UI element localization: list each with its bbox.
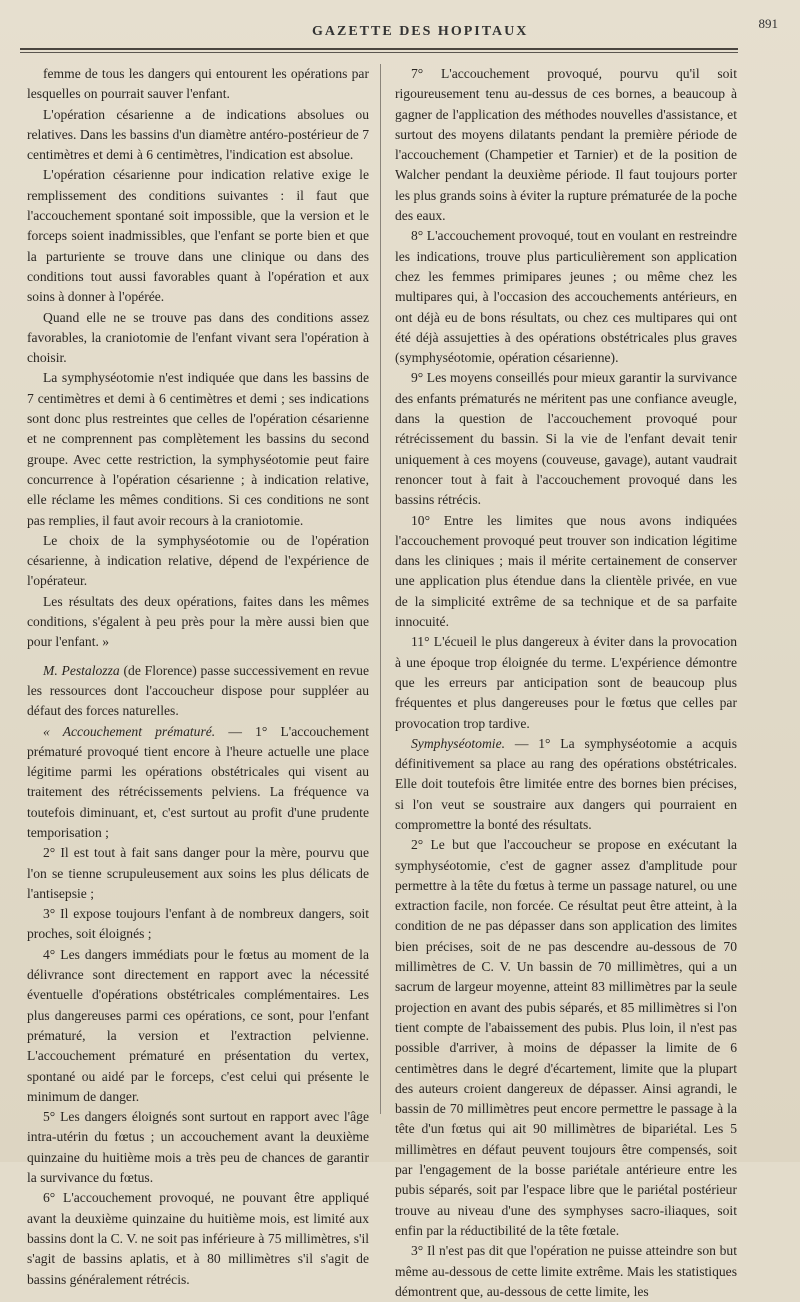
paragraph-text: 2° Il est tout à fait sans danger pour la mère, pourvu que l'on se tienne scrupuleusement aux soins les plus délicats de l'antisepsie ;	[27, 845, 369, 901]
paragraph-lead: M. Pestalozza	[43, 662, 120, 678]
paragraph-text: 5° Les dangers éloignés sont surtout en rapport avec l'âge intra-utérin du fœtus ; un accouchement avant la deuxième quinzaine du huitième mois a très peu de chances de garantir la survivance du fœtus.	[27, 1109, 369, 1186]
left-column	[27, 64, 369, 1290]
paragraph-text: 2° Le but que l'accoucheur se propose en exécutant la symphyséotomie, c'est de gagner assez d'amplitude pour permettre à la tête du fœtus à terme un passage naturel, ou une extraction facile, non forcée. Ce résultat peut être atteint, à la condition de ne pas dépasser dans son application des limites bien précises, soit de ne pas descendre au-dessous de 70 millimètres de C. V. Un bassin de 70 millimètres, qui a un sacrum de largeur moyenne, atteint 83 millimètres par la seule projection en avant des pubis séparés, et 85 millimètres si l'on tient compte de l'abaissement des pubis. Plus loin, il n'est pas possible d'arriver, à moins de dépasser la limite de 6 centimètres dans le degré d'écartement, limite que la plupart des auteurs croient dangereux de dépasser. Ainsi agrandi, le bassin de 70 millimètres peut encore permettre le passage à la tête d'un fœtus qui ait 90 millimètres de bipariétal. Les 5 millimètres en défaut peuvent toujours être compensés, soit par l'engagement de la bosse pariétale antérieure entre les pubis séparés, soit par l'espace libre que le pariétal postérieur trouve au niveau d'une des symphyses sacro-iliaques, soit enfin par la réductibilité de la tête fœtale.	[395, 837, 737, 1238]
paragraph	[27, 308, 369, 369]
paragraph-text: Les résultats des deux opérations, faites dans les mêmes conditions, s'égalent à peu près pour la mère aussi bien que pour l'enfant. »	[27, 593, 369, 650]
paragraph-text: 7° L'accouchement provoqué, pourvu qu'il soit rigoureusement tenu au-dessus de ces bornes, a beaucoup à gagner de l'application des méthodes nouvelles d'assistance, et surtout des moyens dilatants pendant la première période de l'accouchement (Champetier et Tarnier) et de la position de Walcher pendant la deuxième période. Il faut toujours porter les plus grands soins à éviter la rupture prématurée de la poche des eaux.	[395, 66, 737, 224]
page-header	[20, 14, 778, 54]
right-column	[395, 64, 737, 1302]
column-divider	[380, 64, 381, 1114]
paragraph	[395, 734, 737, 835]
paragraph	[395, 368, 737, 510]
header-rule-thin	[20, 52, 738, 53]
paragraph-text: femme de tous les dangers qui entourent les opérations par lesquelles on pourrait sauver l'enfant.	[27, 66, 369, 102]
paragraph-text: 3° Il n'est pas dit que l'opération ne puisse atteindre son but même au-dessous de cette limite extrême. Mais les statistiques démontrent que, au-dessous de cette limite, les	[395, 1243, 737, 1299]
paragraph	[27, 531, 369, 592]
paragraph-lead: « Accouchement prématuré.	[43, 723, 216, 739]
paragraph-text: Le choix de la symphyséotomie ou de l'opération césarienne, à indication relative, dépend de l'expérience de l'opérateur.	[27, 532, 369, 589]
paragraph-text: La symphyséotomie n'est indiquée que dans les bassins de 7 centimètres et demi à 6 centimètres et demi ; ses indications sont donc plus restreintes que celles de l'opération césarienne et ne comprennent pas complètement les bassins du second groupe. Avec cette restriction, la symphyséotomie peut faire concurrence à l'opération césarienne ; à indication relative, elle réclame les mêmes conditions. Si ces conditions ne sont pas remplies, il faut avoir recours à la craniotomie.	[27, 370, 369, 528]
paragraph	[27, 165, 369, 307]
paragraph-text: L'opération césarienne a de indications absolues ou relatives. Dans les bassins d'un diamètre antéro-postérieur de 7 centimètres et demi à 6 centimètres, l'indication est absolue.	[27, 106, 369, 163]
paragraph	[395, 511, 737, 633]
paragraph-text: Quand elle ne se trouve pas dans des conditions assez favorables, la craniotomie de l'enfant vivant sera l'opération à choisir.	[27, 309, 369, 366]
paragraph	[27, 945, 369, 1107]
paragraph	[27, 592, 369, 653]
page-number: 891	[758, 16, 778, 31]
paragraph	[27, 64, 369, 105]
paragraph	[27, 843, 369, 904]
paragraph	[395, 64, 737, 226]
paragraph	[27, 722, 369, 844]
paragraph-text: 10° Entre les limites que nous avons indiquées l'accouchement provoqué peut trouver son indication légitime dans les cliniques ; mais il mérite certainement de conserver une application plus étendue dans la clientèle privée, en vue de la simplicité extrême de sa technique et de sa parfaite innocuité.	[395, 512, 737, 630]
paragraph	[27, 1107, 369, 1188]
paragraph-lead: Symphyséotomie.	[411, 735, 505, 751]
paragraph-text: 4° Les dangers immédiats pour le fœtus au moment de la délivrance sont directement en rapport avec la nécessité éventuelle d'opérations obstétricales complémentaires. Les plus dangereuses parmi ces opérations, ce sont, pour l'enfant prématuré, la version et l'extraction pelvienne. L'accouchement prématuré en présentation du vertex, spontané ou aidé par le forceps, c'est celui qui présente le minimum de danger.	[27, 946, 369, 1104]
paragraph	[27, 1188, 369, 1289]
paragraph	[27, 105, 369, 166]
paragraph-text: 8° L'accouchement provoqué, tout en voulant en restreindre les indications, trouve plus particulièrement son application chez les femmes primipares jeunes ; ou même chez les multipares qui, à l'occasion des accouchements antérieurs, en ont déjà eu de bons résultats, ou chez ces multipares qui ont été déjà assujetties à des opérations obstétricales plus graves (symphyséotomie, opération césarienne).	[395, 228, 737, 366]
paragraph	[395, 632, 737, 733]
paragraph-text: L'opération césarienne pour indication relative exige le remplissement des conditions suivantes : il faut que l'accouchement spontané soit impossible, que la version et le forceps soient inadmissibles, que l'enfant se porte bien et que la parturiente se trouve dans une clinique ou dans des conditions tout aussi favorables quant à l'opération et aux soins à donner à l'opérée.	[27, 167, 369, 305]
paragraph-text: — 1° L'accouchement prématuré provoqué tient encore à l'heure actuelle une place légitime parmi les opérations obstétricales qui visent au traitement des rétrécissements pelviens. La fréquence va toutefois diminuant, et, c'est surtout au profit d'une prudente temporisation ;	[27, 723, 369, 840]
paragraph	[395, 1241, 737, 1302]
paragraph-text: — 1° La symphyséotomie a acquis définitivement sa place au rang des opérations obstétricales. Elle doit toutefois être limitée entre des bornes bien précises, si l'on veut se soustraire aux dangers qui pourraient en compromettre la bonté des résultats.	[395, 735, 737, 832]
paragraph-text: 11° L'écueil le plus dangereux à éviter dans la provocation à une époque trop éloignée du terme. L'expérience démontre que les erreurs par anticipation sont de beaucoup plus fréquentes et plus dangereuses pour le fœtus que celles par provocation trop tardive.	[395, 634, 737, 731]
paragraph-text: 6° L'accouchement provoqué, ne pouvant être appliqué avant la deuxième quinzaine du huitième mois, est limité aux bassins dont la C. V. ne soit pas inférieure à 75 millimètres, s'il s'agit de bassins aplatis, et à 80 millimètres s'il s'agit de bassins généralement rétrécis.	[27, 1190, 369, 1287]
header-rule	[20, 48, 738, 50]
paragraph	[27, 368, 369, 530]
paragraph	[395, 835, 737, 1241]
paragraph	[27, 904, 369, 945]
paragraph	[27, 661, 369, 722]
paragraph-text: (de Florence) passe successivement en revue les ressources dont l'accoucheur dispose pour suppléer au défaut des forces naturelles.	[27, 662, 369, 719]
paragraph-text: 3° Il expose toujours l'enfant à de nombreux dangers, soit proches, soit éloignés ;	[27, 906, 369, 942]
header-title: GAZETTE DES HOPITAUX	[312, 24, 529, 39]
paragraph-text: 9° Les moyens conseillés pour mieux garantir la survivance des enfants prématurés ne méritent pas une confiance aveugle, dans la question de l'accouchement provoqué pour rétrécissement du bassin. Si la vie de l'enfant devait tenir uniquement à ces moyens (couveuse, gavage), autant vaudrait renoncer tout à fait à l'accouchement provoqué dans les bassins rétrécis.	[395, 370, 737, 508]
paragraph	[395, 226, 737, 368]
